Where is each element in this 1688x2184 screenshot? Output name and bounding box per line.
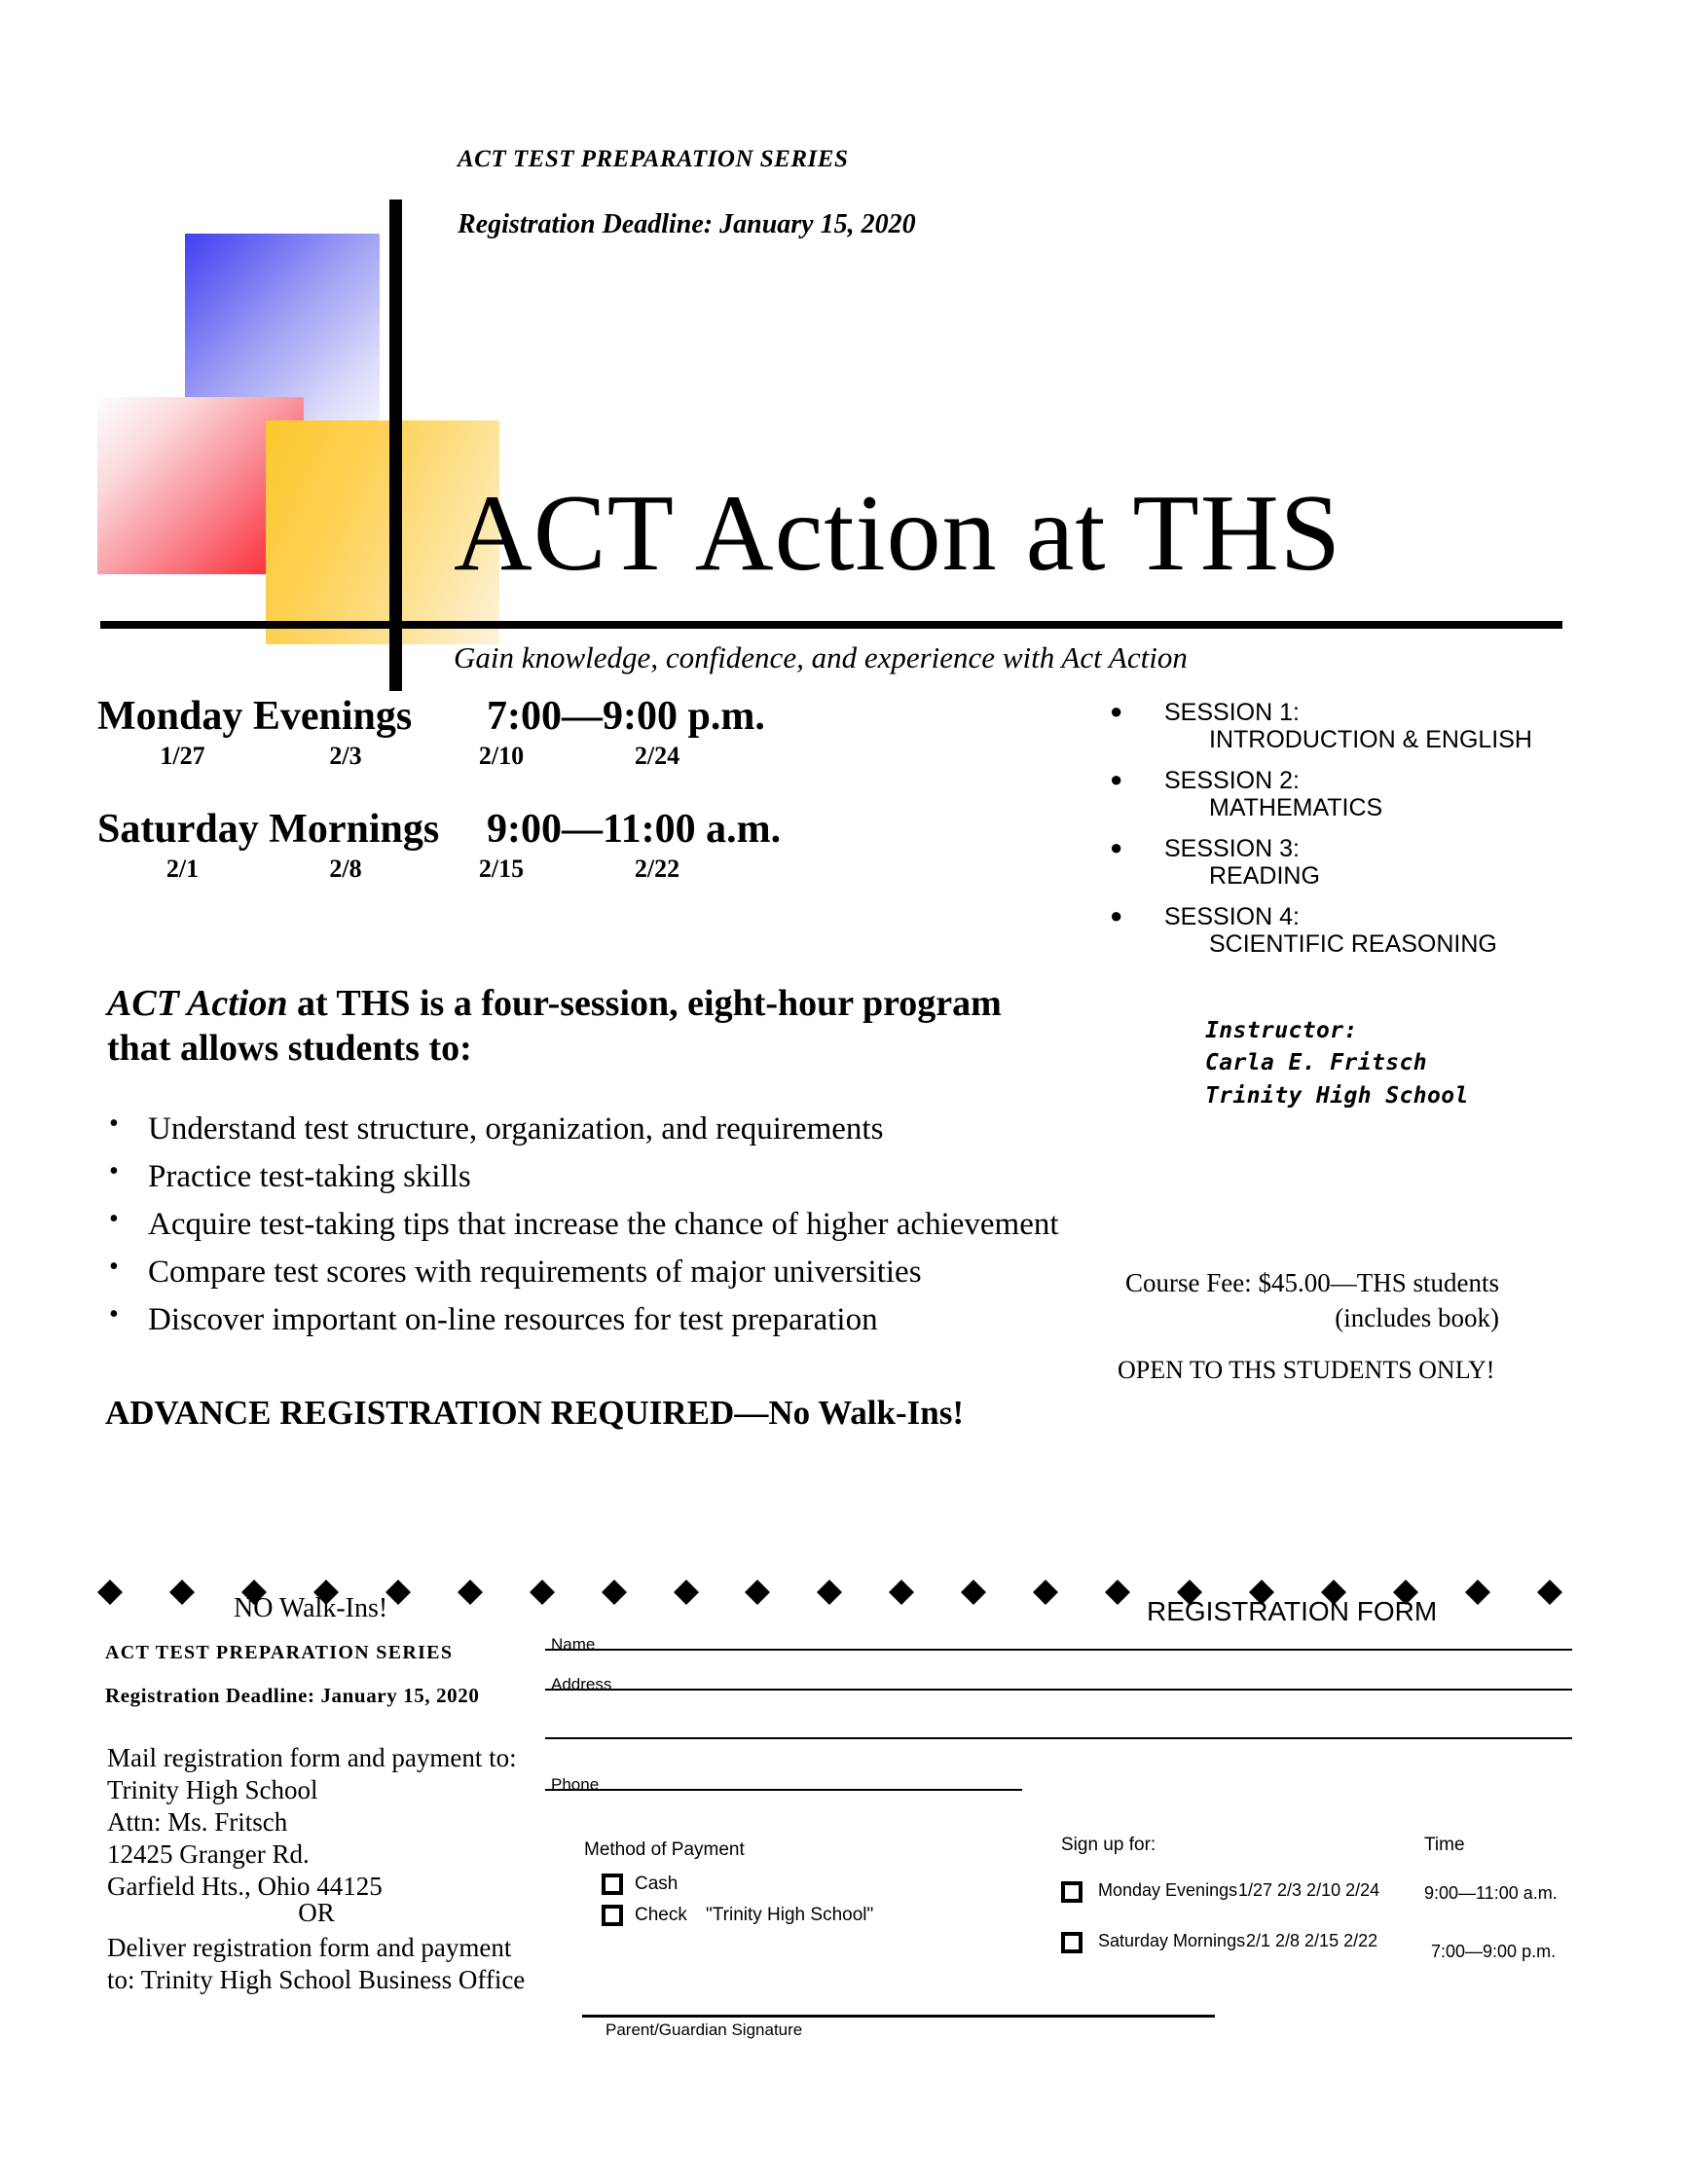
signature-field-line[interactable] <box>582 2015 1215 2018</box>
bullet-icon: ● <box>1110 699 1123 723</box>
deliver-to-line: to: Trinity High School Business Office <box>107 1964 526 1994</box>
session-item <box>1110 699 1655 753</box>
bullet-icon: • <box>109 1251 119 1282</box>
address-field-label: Address <box>551 1675 612 1693</box>
diamond-divider <box>97 1565 1562 1594</box>
mail-to-line: 12425 Granger Rd. <box>107 1838 310 1869</box>
diamond-icon <box>530 1567 555 1592</box>
schedule-date: 2/10 <box>478 742 525 770</box>
schedule-date: 2/1 <box>165 855 200 883</box>
program-lead-rest: at THS is a four-session, eight-hour program that allows students to: <box>107 983 1002 1070</box>
course-fee-block <box>1051 1265 1499 1336</box>
instructor-heading: Instructor: <box>1205 1018 1358 1043</box>
benefit-text: Discover important on-line resources for test preparation <box>148 1301 878 1337</box>
address-field-line-2[interactable] <box>545 1737 1572 1739</box>
signature-field-label: Parent/Guardian Signature <box>605 2020 803 2039</box>
or-separator: OR <box>298 1898 335 1927</box>
benefits-list <box>97 1110 1071 1348</box>
benefit-item <box>97 1253 1071 1292</box>
header-registration-deadline: Registration Deadline: January 15, 2020 <box>458 209 916 239</box>
benefit-text: Acquire test-taking tips that increase the chance of higher achievement <box>148 1206 1059 1242</box>
benefit-item <box>97 1110 1071 1149</box>
diamond-icon <box>1393 1567 1418 1592</box>
diamond-icon <box>1249 1567 1274 1592</box>
deliver-to-line: Deliver registration form and payment <box>107 1933 512 1962</box>
name-field-line[interactable] <box>545 1649 1572 1651</box>
schedule-row <box>97 693 973 771</box>
signup-saturday-label: Saturday Mornings <box>1098 1931 1246 1950</box>
mail-to-line: Mail registration form and payment to: <box>107 1743 517 1772</box>
course-fee-line: Course Fee: $45.00—THS students <box>1125 1268 1499 1297</box>
bullet-icon: • <box>109 1109 119 1139</box>
benefit-text: Compare test scores with requirements of major universities <box>148 1254 922 1290</box>
diamond-icon <box>97 1567 123 1592</box>
diamond-icon <box>817 1567 842 1592</box>
page-title: ACT Action at THS <box>454 473 1342 594</box>
schedule-day-label: Saturday Mornings <box>97 807 440 852</box>
bullet-icon: ● <box>1110 835 1123 859</box>
diamond-icon <box>1321 1567 1346 1592</box>
session-label: SESSION 1: <box>1164 699 1300 726</box>
program-lead-emphasis: ACT Action <box>107 983 288 1024</box>
payment-check-checkbox[interactable] <box>602 1905 623 1926</box>
name-field-label: Name <box>551 1635 596 1654</box>
diamond-icon <box>241 1567 267 1592</box>
instructor-block <box>1205 1015 1469 1112</box>
bullet-icon: • <box>109 1298 119 1329</box>
mail-to-line: Garfield Hts., Ohio 44125 <box>107 1871 383 1901</box>
session-label: SESSION 3: <box>1164 835 1300 862</box>
mail-to-line: Attn: Ms. Fritsch <box>107 1806 288 1837</box>
mail-to-block <box>107 1742 565 1903</box>
signup-monday-dates: 1/27 2/3 2/10 2/24 <box>1238 1880 1380 1900</box>
signup-monday-checkbox[interactable] <box>1061 1881 1083 1903</box>
session-label: SESSION 4: <box>1164 903 1300 930</box>
schedule-time-label: 9:00—11:00 a.m. <box>487 807 782 852</box>
signup-saturday-time: 7:00—9:00 p.m. <box>1431 1942 1557 1961</box>
instructor-name: Carla E. Fritsch <box>1205 1050 1427 1076</box>
phone-field-line[interactable] <box>545 1789 1022 1791</box>
diamond-icon <box>1177 1567 1202 1592</box>
signup-saturday-checkbox[interactable] <box>1061 1932 1083 1953</box>
diamond-icon <box>961 1567 986 1592</box>
schedule-date: 2/3 <box>329 742 362 770</box>
mail-to-line: Trinity High School <box>107 1774 318 1804</box>
diamond-icon <box>1105 1567 1130 1592</box>
address-field-line[interactable] <box>545 1689 1572 1691</box>
schedule-time-label: 7:00—9:00 p.m. <box>487 694 765 739</box>
session-topic: READING <box>1209 862 1320 890</box>
schedule-block <box>97 693 973 884</box>
hero-tagline: Gain knowledge, confidence, and experience with Act Action <box>454 640 1188 674</box>
schedule-date: 1/27 <box>160 742 205 770</box>
benefit-text: Understand test structure, organization, and requirements <box>148 1111 884 1147</box>
payment-check-label: Check <box>635 1905 687 1925</box>
schedule-day-label: Monday Evenings <box>97 694 413 739</box>
diamond-icon <box>745 1567 770 1592</box>
benefit-item <box>97 1157 1071 1197</box>
benefit-item <box>97 1300 1071 1340</box>
course-fee-note: (includes book) <box>1335 1303 1499 1333</box>
phone-field-label: Phone <box>551 1775 600 1794</box>
session-label: SESSION 2: <box>1164 767 1300 794</box>
diamond-icon <box>1033 1567 1058 1592</box>
bullet-icon: • <box>109 1155 119 1186</box>
session-item <box>1110 767 1655 821</box>
session-item <box>1110 835 1655 890</box>
eyebrow-series-label: ACT TEST PREPARATION SERIES <box>458 146 849 172</box>
diamond-icon <box>674 1567 699 1592</box>
diamond-icon <box>1537 1567 1562 1592</box>
session-topic: MATHEMATICS <box>1209 794 1383 821</box>
session-topic: INTRODUCTION & ENGLISH <box>1209 726 1532 753</box>
schedule-row <box>97 806 973 884</box>
bullet-icon: • <box>109 1203 119 1234</box>
diamond-icon <box>385 1567 411 1592</box>
form-series-label: ACT TEST PREPARATION SERIES <box>105 1642 454 1663</box>
form-deadline-label: Registration Deadline: January 15, 2020 <box>105 1684 480 1707</box>
schedule-date: 2/15 <box>478 855 525 883</box>
payment-check-payable-note: "Trinity High School" <box>706 1905 874 1925</box>
session-item <box>1110 903 1655 958</box>
diamond-icon <box>1465 1567 1490 1592</box>
session-topic: SCIENTIFIC REASONING <box>1209 930 1497 958</box>
schedule-date: 2/24 <box>634 742 680 770</box>
logo-vertical-rule <box>389 200 402 691</box>
diamond-icon <box>313 1567 339 1592</box>
signup-monday-label: Monday Evenings <box>1098 1880 1238 1900</box>
payment-cash-label: Cash <box>635 1874 679 1894</box>
registration-form-title: REGISTRATION FORM <box>1147 1596 1438 1626</box>
bullet-icon: ● <box>1110 903 1123 928</box>
deliver-to-block <box>107 1932 565 1996</box>
benefit-text: Practice test-taking skills <box>148 1158 471 1194</box>
form-no-walkins-label: NO Walk-Ins! <box>234 1593 388 1623</box>
instructor-school: Trinity High School <box>1205 1082 1469 1109</box>
signup-heading: Sign up for: <box>1061 1835 1156 1855</box>
schedule-date: 2/8 <box>329 855 362 883</box>
sessions-list <box>1110 699 1655 971</box>
benefit-item <box>97 1205 1071 1245</box>
logo-horizontal-rule <box>100 621 1562 629</box>
open-to-students-notice: OPEN TO THS STUDENTS ONLY! <box>1118 1356 1495 1384</box>
diamond-icon <box>602 1567 627 1592</box>
diamond-icon <box>169 1567 195 1592</box>
signup-monday-time: 9:00—11:00 a.m. <box>1424 1883 1558 1903</box>
advance-registration-notice: ADVANCE REGISTRATION REQUIRED—No Walk-Ins! <box>105 1394 964 1432</box>
schedule-date: 2/22 <box>634 855 680 883</box>
payment-method-heading: Method of Payment <box>584 1839 745 1860</box>
diamond-icon <box>889 1567 914 1592</box>
payment-cash-checkbox[interactable] <box>602 1874 623 1895</box>
program-lead <box>107 981 1042 1072</box>
signup-saturday-dates: 2/1 2/8 2/15 2/22 <box>1246 1931 1378 1950</box>
diamond-icon <box>458 1567 483 1592</box>
bullet-icon: ● <box>1110 767 1123 791</box>
signup-time-heading: Time <box>1424 1835 1465 1855</box>
